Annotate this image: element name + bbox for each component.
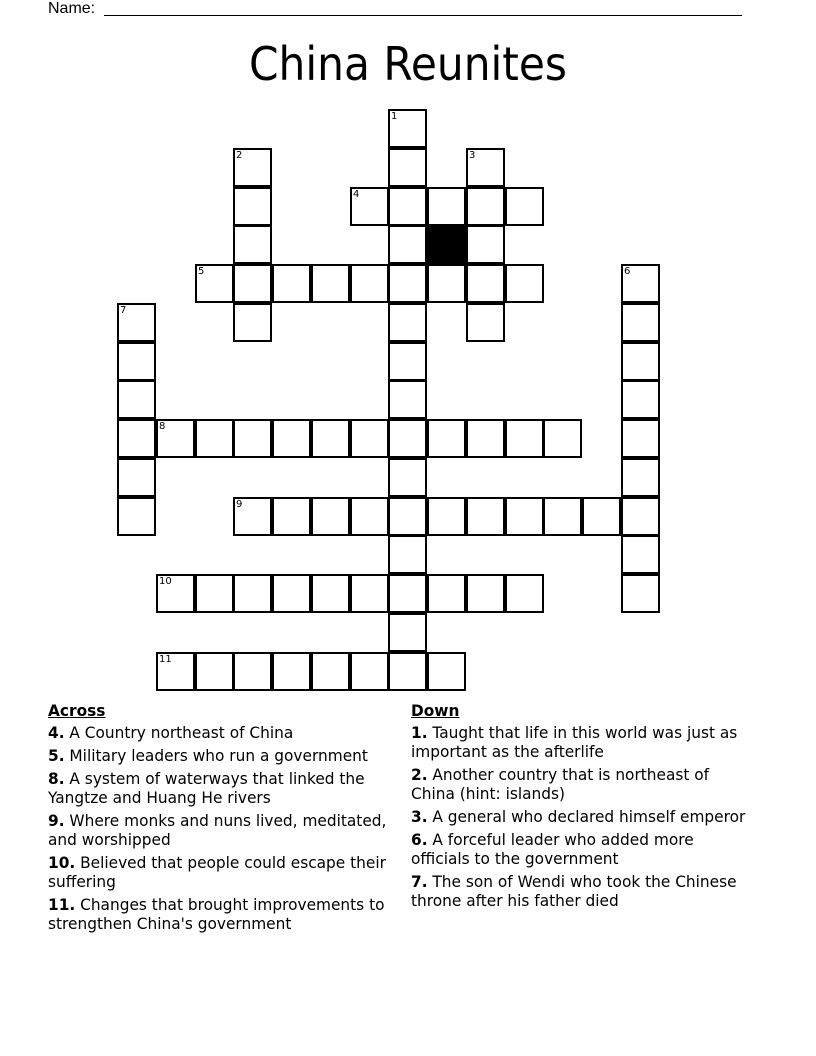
grid-cell[interactable] [117, 303, 156, 342]
grid-cell[interactable] [233, 264, 272, 303]
grid-cell[interactable] [350, 264, 389, 303]
grid-cell[interactable] [195, 419, 234, 458]
clue-number-label: 6 [624, 266, 631, 277]
grid-cell[interactable] [621, 380, 660, 419]
grid-cell[interactable] [505, 419, 544, 458]
grid-cell[interactable] [233, 574, 272, 613]
grid-cell[interactable] [233, 225, 272, 264]
grid-cell[interactable] [117, 458, 156, 497]
grid-cell[interactable] [311, 264, 350, 303]
clue-text: Military leaders who run a government [69, 746, 368, 765]
grid-cell[interactable] [272, 497, 311, 536]
clue-across-10 [48, 853, 394, 891]
grid-cell[interactable] [388, 187, 427, 226]
clue-number: 5. [48, 746, 65, 765]
clue-number: 7. [411, 872, 428, 891]
clue-number-label: 8 [159, 421, 166, 432]
clue-number-label: 10 [159, 576, 172, 587]
clue-number: 3. [411, 807, 428, 826]
clue-down-3 [411, 807, 749, 826]
clue-text: Changes that brought improvements to strengthen China's government [48, 895, 385, 933]
grid-cell[interactable] [427, 264, 466, 303]
grid-cell[interactable] [233, 497, 272, 536]
grid-cell[interactable] [388, 574, 427, 613]
grid-cell[interactable] [621, 342, 660, 381]
clue-number: 1. [411, 723, 428, 742]
clue-text: Another country that is northeast of China (hint: islands) [411, 765, 710, 803]
clue-down-6 [411, 830, 749, 868]
grid-cell[interactable] [272, 652, 311, 691]
grid-cell[interactable] [156, 652, 195, 691]
grid-cell[interactable] [117, 342, 156, 381]
grid-cell[interactable] [621, 419, 660, 458]
grid-cell[interactable] [427, 497, 466, 536]
down-heading: Down [411, 701, 460, 720]
grid-cell[interactable] [388, 535, 427, 574]
grid-cell[interactable] [621, 264, 660, 303]
grid-cell[interactable] [117, 497, 156, 536]
grid-cell[interactable] [388, 342, 427, 381]
grid-cell[interactable] [505, 497, 544, 536]
grid-cell[interactable] [466, 148, 505, 187]
grid-cell[interactable] [466, 574, 505, 613]
clue-number: 11. [48, 895, 76, 914]
grid-cell[interactable] [311, 574, 350, 613]
grid-cell[interactable] [466, 303, 505, 342]
clue-down-2 [411, 765, 749, 803]
grid-cell[interactable] [272, 574, 311, 613]
grid-cell[interactable] [388, 458, 427, 497]
grid-cell[interactable] [427, 574, 466, 613]
clue-number: 6. [411, 830, 428, 849]
clue-number-label: 9 [236, 499, 243, 510]
grid-cell[interactable] [505, 187, 544, 226]
grid-cell[interactable] [388, 380, 427, 419]
grid-cell[interactable] [621, 535, 660, 574]
grid-cell[interactable] [388, 148, 427, 187]
grid-cell[interactable] [621, 574, 660, 613]
grid-cell[interactable] [272, 264, 311, 303]
clue-number: 4. [48, 723, 65, 742]
grid-cell[interactable] [388, 613, 427, 652]
grid-cell[interactable] [233, 148, 272, 187]
grid-cell[interactable] [195, 652, 234, 691]
clue-across-4 [48, 723, 394, 742]
black-cell [427, 225, 466, 264]
across-clues [48, 701, 394, 937]
clue-text: Taught that life in this world was just as important as the afterlife [411, 723, 738, 761]
grid-cell[interactable] [388, 109, 427, 148]
clue-number-label: 3 [469, 150, 476, 161]
grid-cell[interactable] [427, 187, 466, 226]
grid-cell[interactable] [311, 419, 350, 458]
clue-text: A general who declared himself emperor [432, 807, 746, 826]
grid-cell[interactable] [388, 264, 427, 303]
grid-cell[interactable] [311, 497, 350, 536]
grid-cell[interactable] [466, 187, 505, 226]
clue-text: Where monks and nuns lived, meditated, and worshipped [48, 811, 387, 849]
grid-cell[interactable] [427, 419, 466, 458]
clue-number: 8. [48, 769, 65, 788]
clue-text: A Country northeast of China [69, 723, 294, 742]
name-label: Name: [48, 0, 96, 17]
grid-cell[interactable] [466, 225, 505, 264]
clue-down-7 [411, 872, 749, 910]
grid-cell[interactable] [388, 225, 427, 264]
grid-cell[interactable] [621, 497, 660, 536]
grid-cell[interactable] [311, 652, 350, 691]
grid-cell[interactable] [543, 419, 582, 458]
clue-text: The son of Wendi who took the Chinese throne after his father died [411, 872, 737, 910]
grid-cell[interactable] [388, 497, 427, 536]
page-title: China Reunites [249, 37, 567, 91]
grid-cell[interactable] [117, 419, 156, 458]
grid-cell[interactable] [466, 264, 505, 303]
clue-text: Believed that people could escape their suffering [48, 853, 386, 891]
clue-number: 10. [48, 853, 76, 872]
clue-across-5 [48, 746, 394, 765]
grid-cell[interactable] [350, 574, 389, 613]
clue-across-8 [48, 769, 394, 807]
grid-cell[interactable] [156, 574, 195, 613]
grid-cell[interactable] [156, 419, 195, 458]
grid-cell[interactable] [117, 380, 156, 419]
grid-cell[interactable] [466, 419, 505, 458]
grid-cell[interactable] [543, 497, 582, 536]
grid-cell[interactable] [195, 574, 234, 613]
grid-cell[interactable] [466, 497, 505, 536]
clue-number: 9. [48, 811, 65, 830]
clue-number-label: 2 [236, 150, 243, 161]
grid-cell[interactable] [233, 652, 272, 691]
grid-cell[interactable] [388, 419, 427, 458]
grid-cell[interactable] [350, 497, 389, 536]
grid-cell[interactable] [621, 303, 660, 342]
down-clues [411, 701, 749, 914]
grid-cell[interactable] [505, 574, 544, 613]
clue-number-label: 1 [391, 111, 398, 122]
grid-cell[interactable] [621, 458, 660, 497]
clue-down-1 [411, 723, 749, 761]
grid-cell[interactable] [233, 303, 272, 342]
grid-cell[interactable] [388, 303, 427, 342]
clue-across-11 [48, 895, 394, 933]
grid-cell[interactable] [350, 419, 389, 458]
grid-cell[interactable] [195, 264, 234, 303]
grid-cell[interactable] [233, 419, 272, 458]
grid-cell[interactable] [272, 419, 311, 458]
clue-text: A forceful leader who added more officials to the government [411, 830, 694, 868]
grid-cell[interactable] [350, 187, 389, 226]
clue-number-label: 4 [353, 189, 360, 200]
clue-number-label: 5 [198, 266, 205, 277]
grid-cell[interactable] [582, 497, 621, 536]
across-heading: Across [48, 701, 106, 720]
grid-cell[interactable] [388, 652, 427, 691]
grid-cell[interactable] [505, 264, 544, 303]
clue-text: A system of waterways that linked the Yangtze and Huang He rivers [48, 769, 365, 807]
clue-number-label: 11 [159, 654, 172, 665]
grid-cell[interactable] [350, 652, 389, 691]
clue-number-label: 7 [120, 305, 127, 316]
grid-cell[interactable] [233, 187, 272, 226]
clue-across-9 [48, 811, 394, 849]
clue-number: 2. [411, 765, 428, 784]
grid-cell[interactable] [427, 652, 466, 691]
